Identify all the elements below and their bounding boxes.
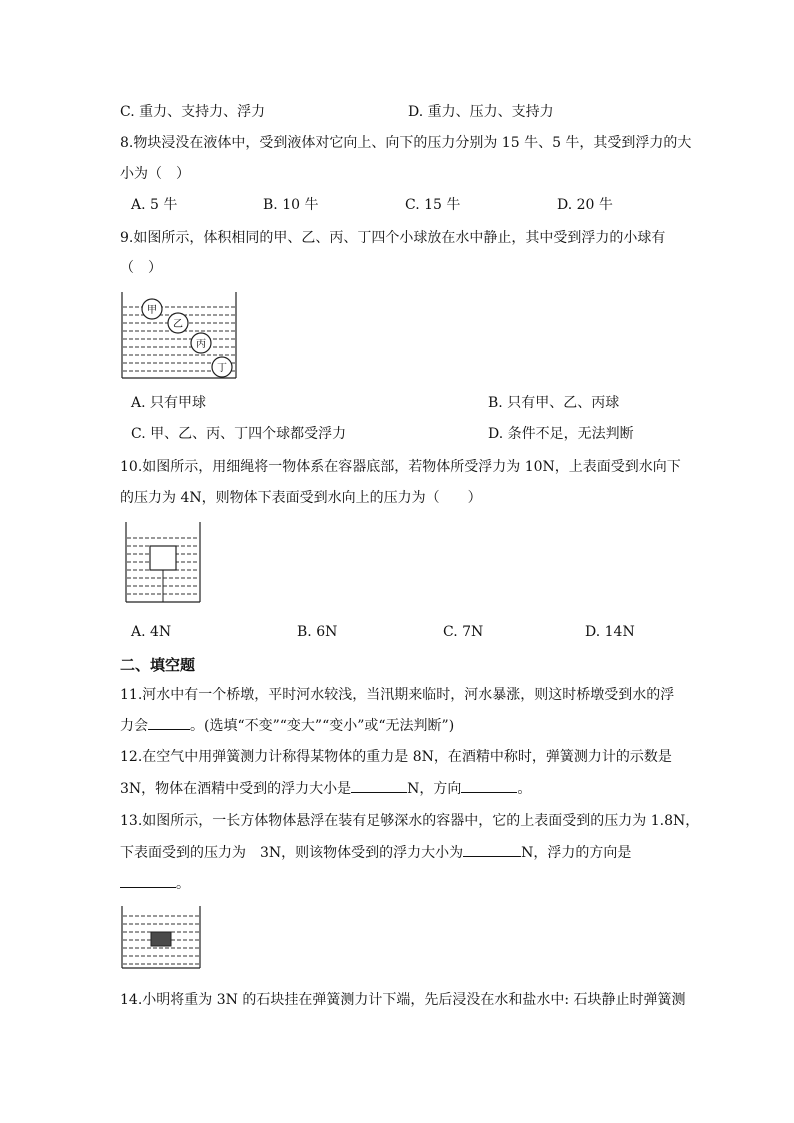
ball-jia-label: 甲	[147, 305, 157, 316]
q7-option-c: C. 重力、支持力、浮力	[120, 104, 266, 120]
q13-stem-line2	[120, 842, 631, 863]
q9-option-a: A. 只有甲球	[131, 395, 207, 411]
q9-figure	[118, 290, 242, 382]
q8-option-b: B. 10 牛	[263, 197, 319, 213]
suspended-block	[151, 932, 171, 946]
q12-text-mid: N，方向	[407, 781, 462, 797]
q10-option-b: B. 6N	[297, 624, 338, 640]
q8-option-d: D. 20 牛	[557, 197, 613, 213]
q13-direction-blank[interactable]	[120, 873, 176, 888]
q11-answer-blank[interactable]	[148, 715, 190, 730]
q8-option-c: C. 15 牛	[405, 197, 461, 213]
ball-yi	[168, 313, 188, 333]
q11-text-pre: 力会	[120, 718, 148, 734]
q8-stem-line2: 小为（ ）	[120, 166, 190, 182]
ball-ding	[212, 357, 232, 377]
q12-direction-blank[interactable]	[461, 778, 517, 793]
q10-option-c: C. 7N	[443, 624, 484, 640]
q9-stem-line1: 9.如图所示，体积相同的甲、乙、丙、丁四个小球放在水中静止，其中受到浮力的小球有	[120, 230, 666, 246]
q12-text-pre: 3N，物体在酒精中受到的浮力大小是	[120, 781, 352, 797]
q13-text-post: N，浮力的方向是	[521, 845, 632, 861]
q10-stem-line1: 10.如图所示，用细绳将一物体系在容器底部，若物体所受浮力为 10N，上表面受到水向下	[120, 459, 681, 475]
q11-stem-line2	[120, 715, 454, 736]
q11-text-post: 。(选填“不变”“变大”“变小”或“无法判断”)	[190, 718, 455, 734]
q13-force-blank[interactable]	[463, 842, 521, 857]
ball-bing-label: 丙	[196, 339, 206, 350]
ball-yi-label: 乙	[173, 319, 183, 330]
ball-jia	[142, 299, 162, 319]
q12-stem-line2	[120, 778, 531, 799]
q10-figure	[122, 520, 206, 606]
q9-option-d: D. 条件不足，无法判断	[488, 426, 634, 442]
q9-option-c: C. 甲、乙、丙、丁四个球都受浮力	[131, 426, 347, 442]
q12-text-post: 。	[517, 781, 532, 797]
q10-stem-line2: 的压力为 4N，则物体下表面受到水向上的压力为（ ）	[120, 490, 482, 506]
q10-option-d: D. 14N	[585, 624, 635, 640]
q13-figure	[118, 904, 204, 972]
ball-ding-label: 丁	[217, 363, 227, 374]
q8-option-a: A. 5 牛	[131, 197, 178, 213]
q13-stem-line1: 13.如图所示，一长方体物体悬浮在装有足够深水的容器中，它的上表面受到的压力为 1.8N，	[120, 813, 700, 829]
q10-option-a: A. 4N	[131, 624, 172, 640]
section-heading-fill-in: 二、填空题	[120, 656, 196, 674]
q12-stem-line1: 12.在空气中用弹簧测力计称得某物体的重力是 8N，在酒精中称时，弹簧测力计的示数是	[120, 749, 672, 765]
q13-stem-line3	[120, 873, 190, 894]
q13-text-end: 。	[176, 876, 190, 892]
q9-option-b: B. 只有甲、乙、丙球	[488, 395, 620, 411]
q14-stem-line1: 14.小明将重为 3N 的石块挂在弹簧测力计下端，先后浸没在水和盐水中: 石块静止时弹簧测	[120, 992, 686, 1008]
q13-text-pre: 下表面受到的压力为 3N，则该物体受到的浮力大小为	[120, 845, 464, 861]
submerged-block	[150, 546, 176, 570]
q9-stem-line2: （ ）	[120, 260, 162, 276]
q12-force-blank[interactable]	[351, 778, 407, 793]
ball-bing	[191, 333, 211, 353]
q11-stem-line1: 11.河水中有一个桥墩，平时河水较浅，当汛期来临时，河水暴涨，则这时桥墩受到水的浮	[120, 687, 675, 703]
q8-stem-line1: 8.物块浸没在液体中，受到液体对它向上、向下的压力分别为 15 牛、5 牛，其受到浮力的大	[120, 135, 692, 151]
q7-option-d: D. 重力、压力、支持力	[408, 104, 554, 120]
